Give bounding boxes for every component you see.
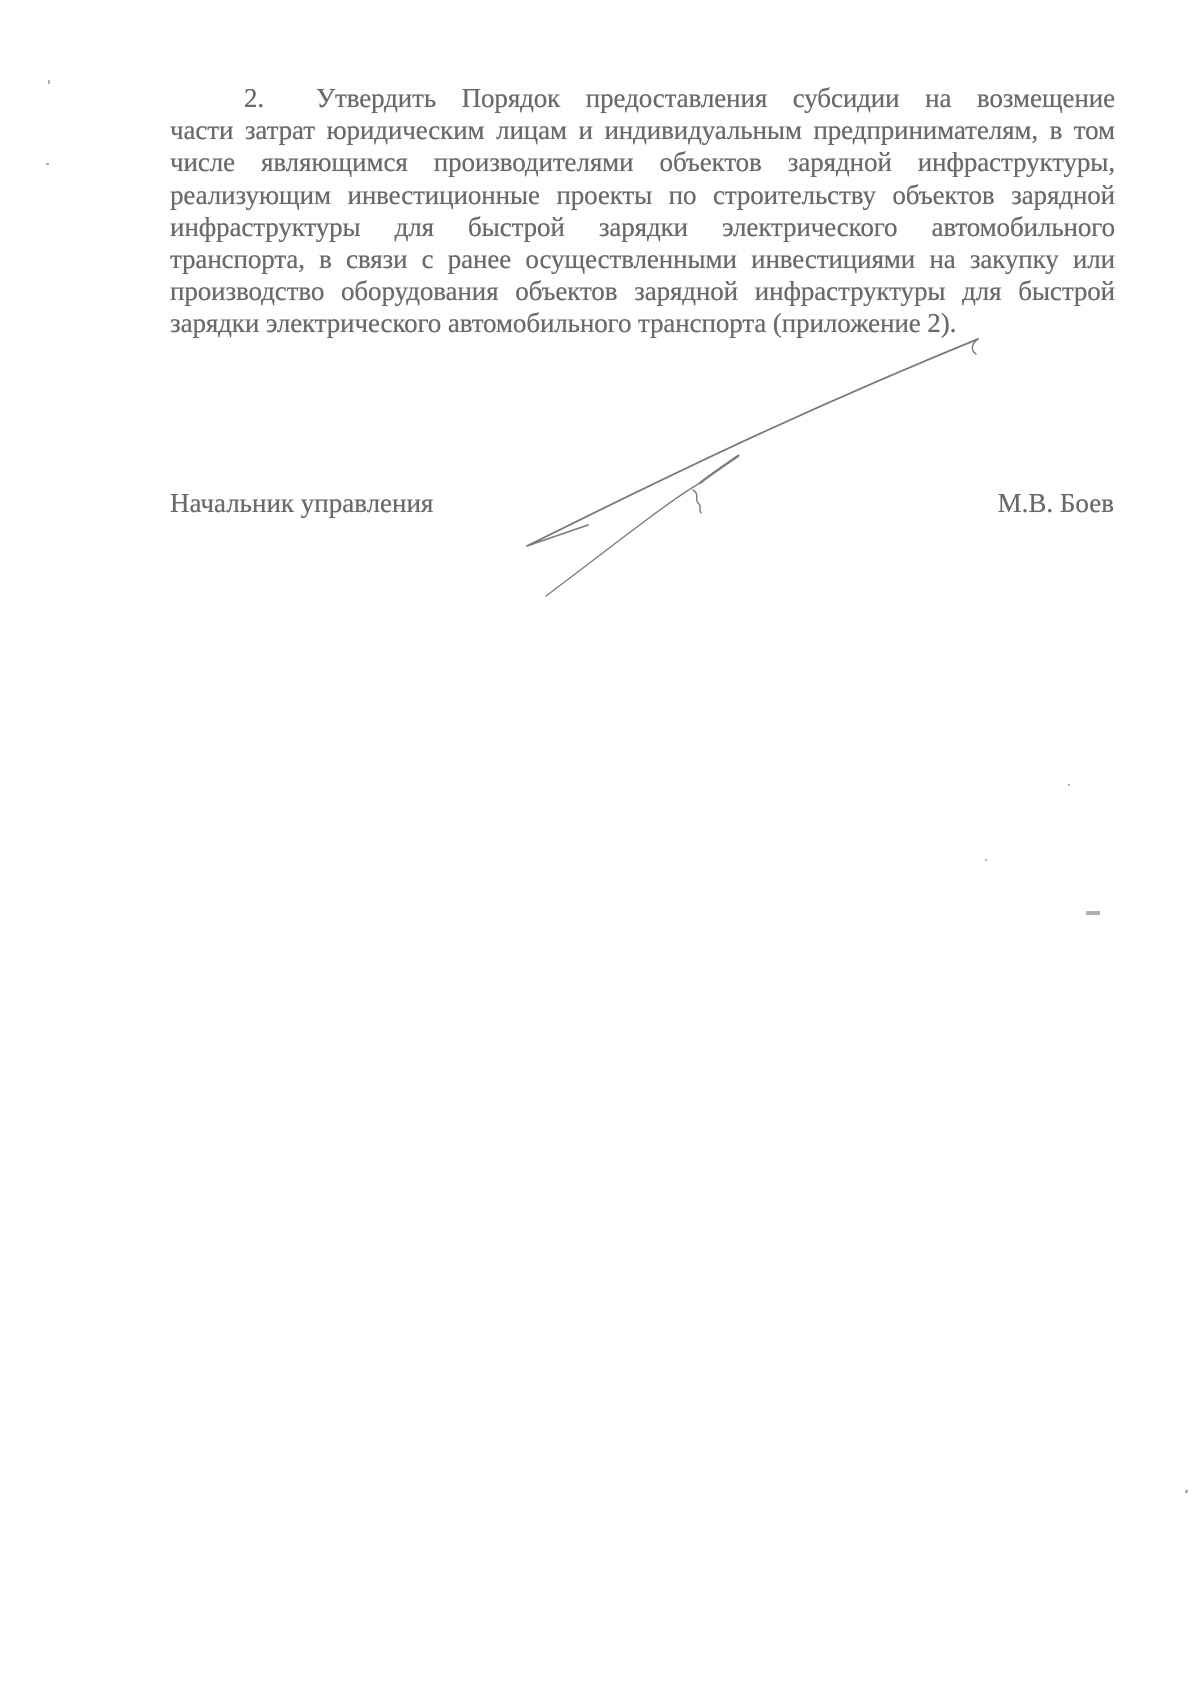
paragraph-line-1-text: Утвердить Порядок предоставления субсидии на возмещение	[316, 83, 1115, 113]
signer-name: М.В. Боев	[997, 488, 1114, 518]
paragraph-line-3: числе являющимся производителями объектов зарядной инфраструктуры,	[170, 147, 1115, 178]
paragraph-line-4: реализующим инвестиционные проекты по строительству объектов зарядной	[170, 179, 1115, 210]
paragraph-line-5: инфраструктуры для быстрой зарядки электрического автомобильного	[170, 211, 1115, 242]
scan-speck	[1185, 1490, 1188, 1493]
paragraph-line-1	[170, 82, 1115, 114]
item-number: 2.	[244, 83, 265, 113]
scan-speck	[985, 859, 987, 861]
paragraph-line-2: части затрат юридическим лицам и индивидуальным предпринимателям, в том	[170, 115, 1115, 146]
scan-speck	[48, 80, 50, 84]
paragraph-item-2	[170, 82, 1115, 340]
scan-speck	[46, 163, 49, 165]
paragraph-line-6: транспорта, в связи с ранее осуществленными инвестициями на закупку или	[170, 243, 1115, 274]
paragraph-line-7: производство оборудования объектов зарядной инфраструктуры для быстрой	[170, 276, 1115, 307]
signer-title: Начальник управления	[170, 488, 434, 518]
scan-speck	[1068, 784, 1070, 786]
scan-speck	[1086, 911, 1100, 915]
paragraph-line-8: зарядки электрического автомобильного транспорта (приложение 2).	[170, 308, 957, 339]
